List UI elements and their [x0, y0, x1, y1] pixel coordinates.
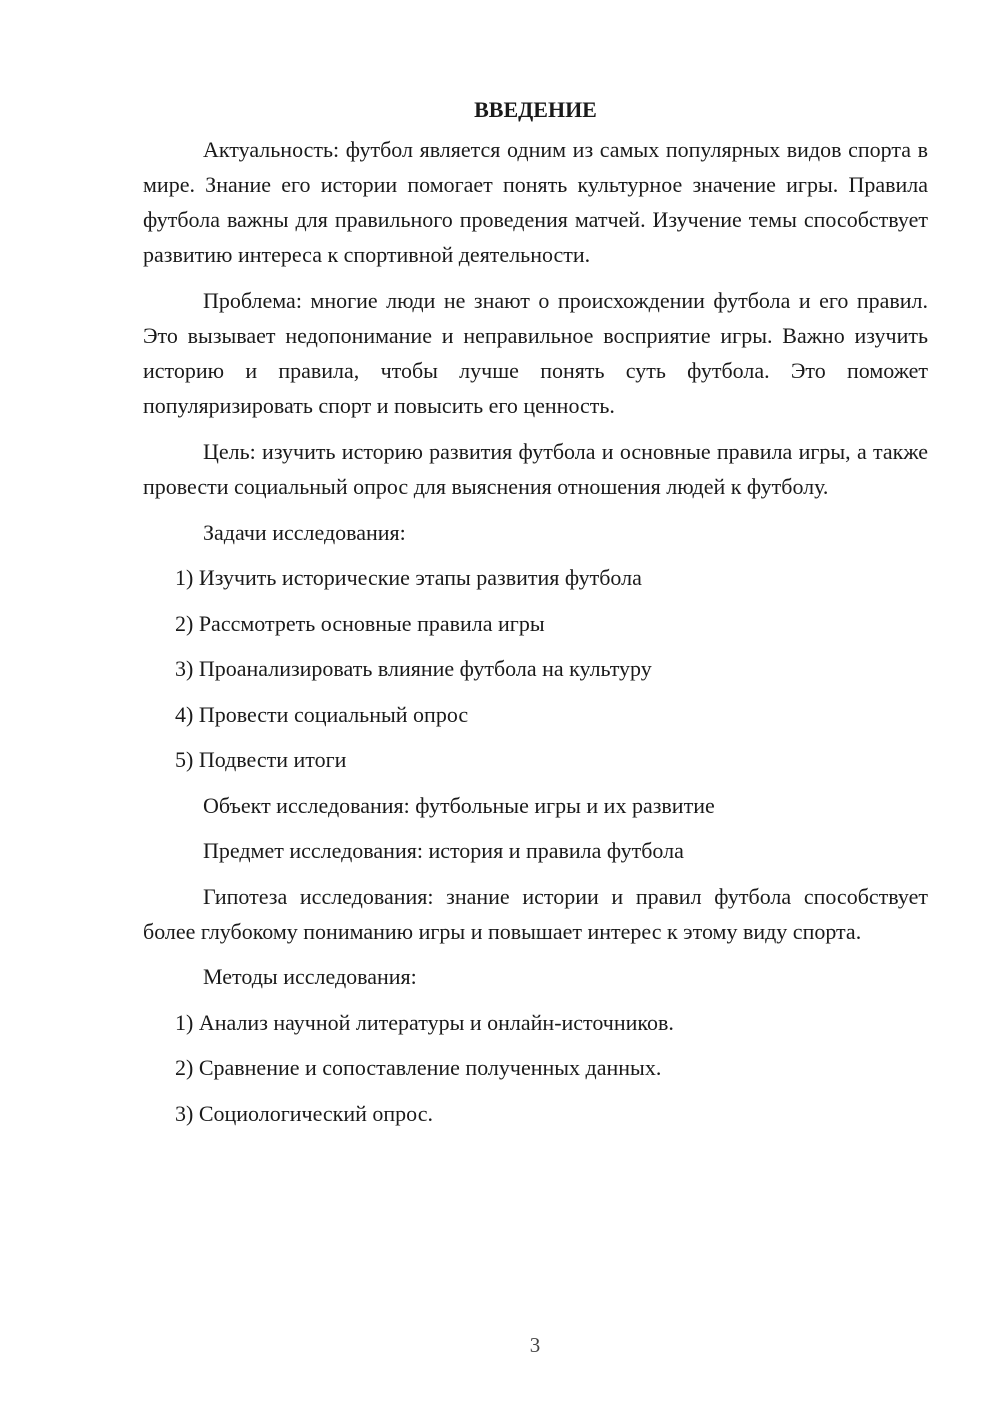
object-line: Объект исследования: футбольные игры и их развитие	[203, 792, 715, 818]
list-item: 3) Социологический опрос.	[175, 1100, 433, 1126]
page-number: 3	[529, 1333, 541, 1357]
tasks-list	[143, 560, 928, 777]
problem-paragraph: Проблема: многие люди не знают о происхождении футбола и его правил. Это вызывает недопонимание и неправильное восприятие игры. Важно изучить историю и правила, чтобы лучше понять суть футбола. Это поможет популяризировать спорт и повысить его ценность.	[143, 288, 928, 418]
list-item: 2) Рассмотреть основные правила игры	[175, 610, 545, 636]
list-item: 1) Изучить исторические этапы развития футбола	[175, 565, 642, 590]
tasks-title: Задачи исследования:	[203, 519, 406, 545]
list-item: 5) Подвести итоги	[175, 747, 347, 772]
list-item: 2) Сравнение и сопоставление полученных данных.	[175, 1055, 662, 1080]
goal-paragraph: Цель: изучить историю развития футбола и основные правила игры, а также провести социальный опрос для выяснения отношения людей к футболу.	[143, 439, 928, 499]
methods-list	[143, 1005, 928, 1131]
section-heading: ВВЕДЕНИЕ	[474, 97, 597, 122]
methods-title: Методы исследования:	[203, 964, 417, 989]
hypothesis-paragraph: Гипотеза исследования: знание истории и правил футбола способствует более глубокому пониманию игры и повышает интерес к этому виду спорта.	[143, 883, 928, 944]
page-content	[143, 92, 928, 1131]
list-item: 3) Проанализировать влияние футбола на культуру	[175, 656, 652, 681]
list-item: 1) Анализ научной литературы и онлайн-источников.	[175, 1009, 674, 1035]
list-item: 4) Провести социальный опрос	[175, 701, 469, 727]
subject-line: Предмет исследования: история и правила футбола	[203, 838, 684, 863]
relevance-paragraph: Актуальность: футбол является одним из самых популярных видов спорта в мире. Знание его истории помогает понять культурное значение игры. Правила футбола важны для правильного проведения матчей. Изучение темы способствует развитию интереса к спортивной деятельности.	[143, 137, 928, 267]
